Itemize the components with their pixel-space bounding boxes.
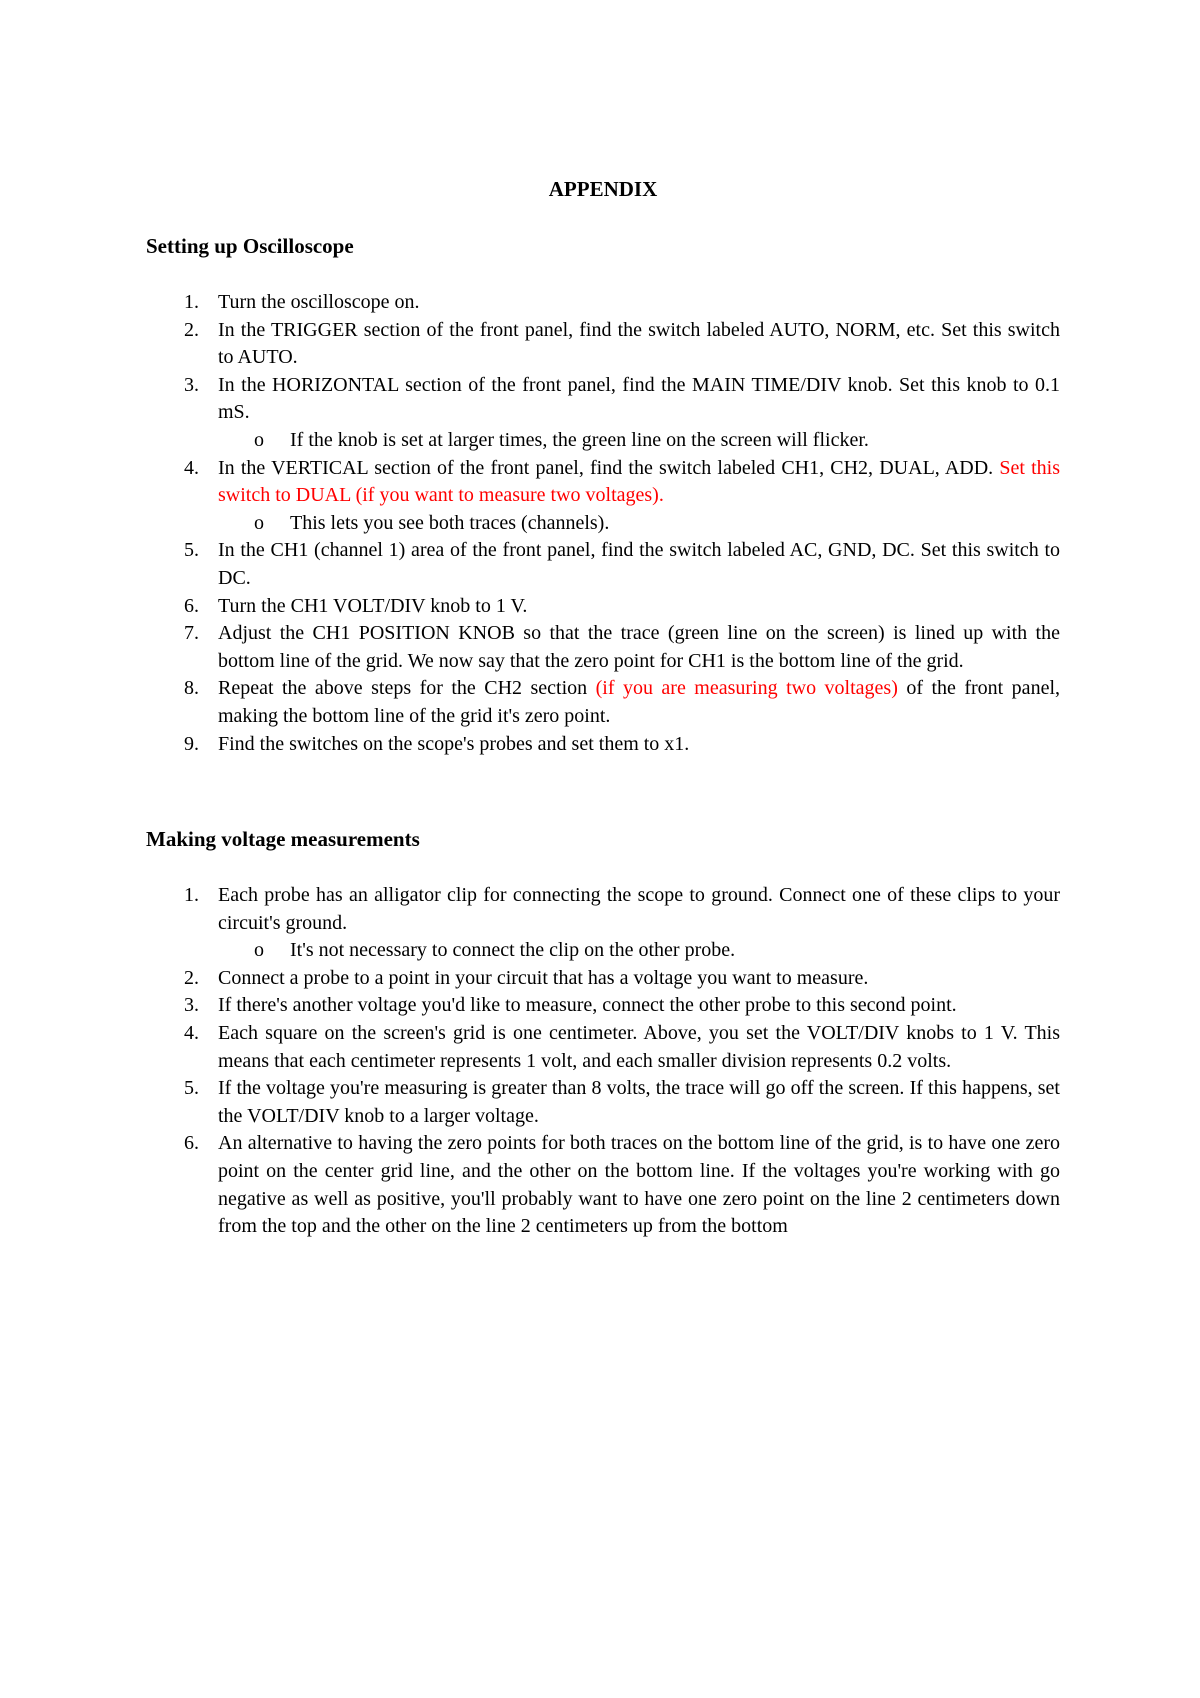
item-number: 5.: [184, 1077, 199, 1100]
item-number: 2.: [184, 318, 199, 341]
list-item: [146, 1075, 1060, 1130]
measurement-steps-list: [146, 882, 1060, 1241]
highlighted-instruction: Set this switch to DUAL (if you want to measure two voltages).: [218, 456, 1060, 507]
list-item: [146, 731, 1060, 759]
item-number: 2.: [184, 966, 199, 989]
page-title: APPENDIX: [548, 177, 658, 201]
list-item: [146, 593, 1060, 621]
item-number: 5.: [184, 539, 199, 562]
sub-item-text: It's not necessary to connect the clip on the other probe.: [290, 939, 736, 962]
item-number: 9.: [184, 732, 199, 755]
list-item: [146, 537, 1060, 592]
item-number: 4.: [184, 1021, 199, 1044]
list-item: [146, 289, 1060, 317]
item-text: In the VERTICAL section of the front panel, find the switch labeled CH1, CH2, DUAL, ADD.: [218, 456, 1000, 479]
sub-list: [218, 427, 1060, 455]
item-text-after: of the front panel, making the bottom line of the grid it's zero point.: [218, 677, 1060, 727]
highlighted-instruction: (if you are measuring two voltages): [595, 677, 898, 700]
section-heading-setting-up: Setting up Oscilloscope: [146, 234, 354, 258]
item-text: Adjust the CH1 POSITION KNOB so that the trace (green line on the screen) is lined up with the bottom line of the grid. We now say that the zero point for CH1 is the bottom line of the grid.: [218, 622, 1060, 672]
section-heading-making-measurements: Making voltage measurements: [146, 827, 420, 851]
sub-list: [218, 510, 1060, 538]
sub-list: [218, 937, 1060, 965]
item-text: Connect a probe to a point in your circuit that has a voltage you want to measure.: [218, 966, 869, 989]
item-text: If the voltage you're measuring is greater than 8 volts, the trace will go off the screen. If this happens, set the VOLT/DIV knob to a larger voltage.: [218, 1077, 1060, 1127]
item-text: Repeat the above steps for the CH2 section: [218, 677, 596, 700]
item-text: In the HORIZONTAL section of the front panel, find the MAIN TIME/DIV knob. Set this knob to 0.1 mS.: [218, 373, 1060, 424]
list-item: [146, 317, 1060, 372]
item-text: In the CH1 (channel 1) area of the front panel, find the switch labeled AC, GND, DC. Set this switch to DC.: [218, 539, 1060, 589]
item-text: Turn the oscilloscope on.: [218, 291, 420, 313]
list-item: [146, 1130, 1060, 1240]
item-text: If there's another voltage you'd like to measure, connect the other probe to this second point.: [218, 994, 957, 1017]
item-number: 1.: [184, 884, 199, 906]
item-text: Turn the CH1 VOLT/DIV knob to 1 V.: [218, 594, 528, 617]
bullet-icon: o: [254, 428, 264, 451]
bullet-icon: o: [254, 511, 264, 534]
sub-item-text: If the knob is set at larger times, the green line on the screen will flicker.: [290, 428, 869, 451]
item-text: An alternative to having the zero points for both traces on the bottom line of the grid, is to have one zero point on the center grid line, and the other on the bottom line. If the voltages you're working with go negative as well as positive, you'll probably want to have one zero point on the line 2 centimeters down from the top and the other on the line 2 centimeters up from the bottom: [218, 1132, 1060, 1238]
list-item: [146, 1020, 1060, 1075]
list-item: [146, 372, 1060, 455]
setup-steps-list: [146, 289, 1060, 758]
list-item: [146, 675, 1060, 730]
item-text: In the TRIGGER section of the front panel, find the switch labeled AUTO, NORM, etc. Set this switch to AUTO.: [218, 318, 1060, 369]
item-number: 3.: [184, 994, 199, 1017]
item-number: 6.: [184, 594, 199, 617]
sub-list-item: [218, 937, 1060, 965]
item-text: Find the switches on the scope's probes and set them to x1.: [218, 732, 690, 755]
item-number: 7.: [184, 622, 199, 645]
list-item: [146, 882, 1060, 965]
item-number: 3.: [184, 373, 199, 396]
bullet-icon: o: [254, 939, 264, 962]
sub-list-item: [218, 427, 1060, 455]
sub-item-text: This lets you see both traces (channels).: [290, 511, 610, 534]
list-item: [146, 992, 1060, 1020]
item-number: 6.: [184, 1132, 199, 1155]
list-item: [146, 620, 1060, 675]
item-number: 4.: [184, 456, 199, 479]
sub-list-item: [218, 510, 1060, 538]
item-number: 8.: [184, 677, 199, 700]
item-number: 1.: [184, 291, 199, 313]
item-text: Each square on the screen's grid is one centimeter. Above, you set the VOLT/DIV knobs to 1 V. This means that each centimeter represents 1 volt, and each smaller division represents 0.2 volts.: [218, 1021, 1060, 1072]
list-item: [146, 965, 1060, 993]
list-item: [146, 455, 1060, 538]
item-text: Each probe has an alligator clip for connecting the scope to ground. Connect one of these clips to your circuit's ground.: [218, 884, 1060, 934]
